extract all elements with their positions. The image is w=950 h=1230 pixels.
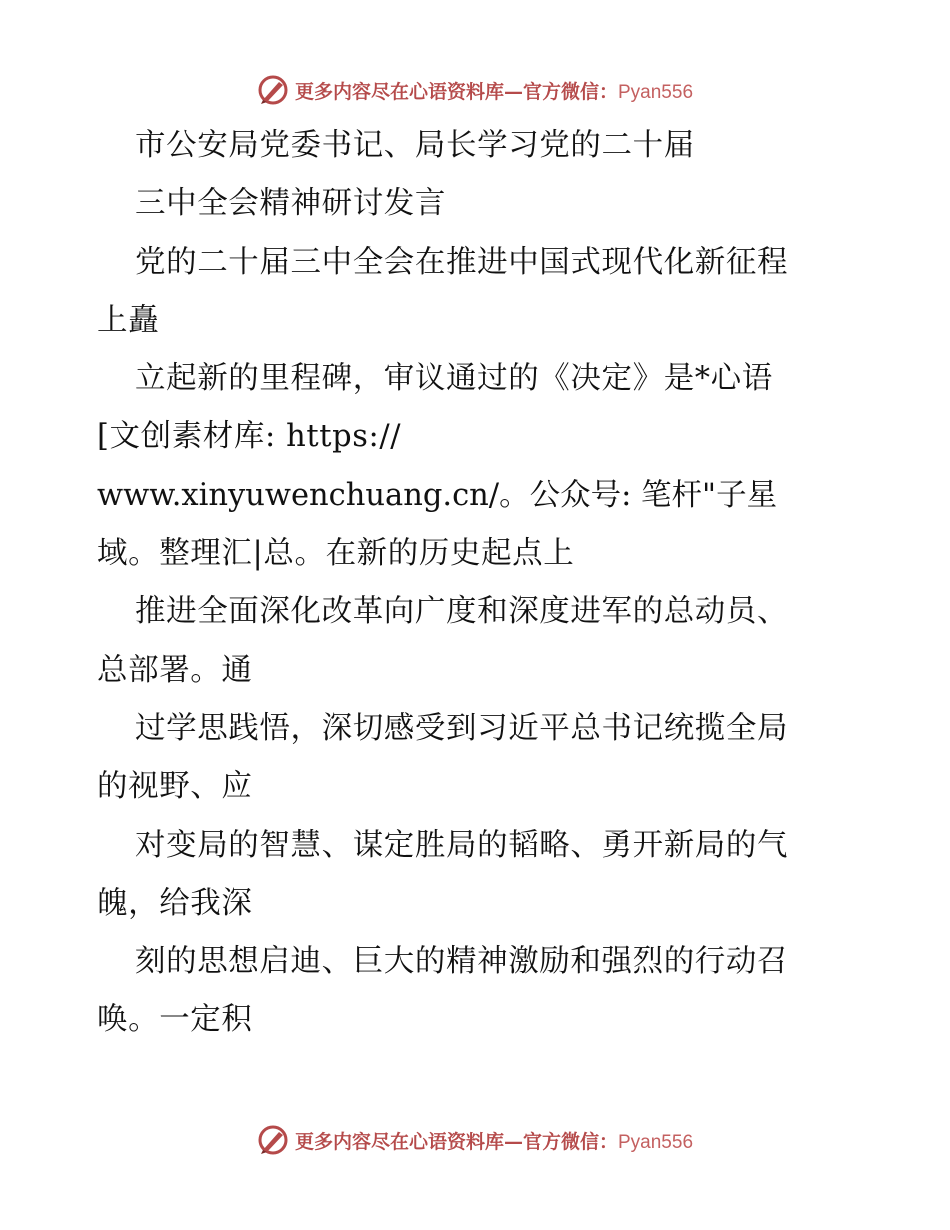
watermark-handle: Pyan556 [618, 81, 694, 103]
paragraph-line: [文创素材库: https:// [97, 419, 402, 455]
paragraph-line: www.xinyuwenchuang.cn/。公众号: 笔杆"子星 [97, 477, 778, 513]
watermark-label: 更多内容尽在心语资料库—官方微信： [294, 1130, 618, 1153]
paragraph-line: 魄，给我深 [97, 885, 253, 921]
watermark-label: 更多内容尽在心语资料库—官方微信： [294, 80, 618, 103]
pen-logo-icon [257, 1124, 289, 1156]
paragraph-line: 过学思践悟，深切感受到习近平总书记统揽全局 [135, 710, 789, 746]
footer-watermark [0, 1120, 950, 1160]
title-line-1: 市公安局党委书记、局长学习党的二十届 [135, 128, 695, 163]
paragraph-line: 总部署。通 [97, 652, 253, 688]
paragraph-line: 党的二十届三中全会在推进中国式现代化新征程 [135, 244, 789, 280]
header-watermark [0, 70, 950, 110]
paragraph-line: 对变局的智慧、谋定胜局的韬略、勇开新局的气 [135, 827, 789, 863]
paragraph-line: 的视野、应 [97, 769, 253, 805]
paragraph-line: 域。整理汇|总。在新的历史起点上 [97, 536, 575, 572]
paragraph-line: 上矗 [97, 302, 160, 338]
pen-logo-icon [257, 74, 289, 106]
watermark-text [295, 1127, 693, 1154]
paragraph-line: 刻的思想启迪、巨大的精神激励和强烈的行动召 [135, 944, 789, 980]
title-line-2: 三中全会精神研讨发言 [135, 186, 446, 222]
paragraph-line: 推进全面深化改革向广度和深度进军的总动员、 [135, 594, 789, 630]
watermark-handle: Pyan556 [618, 1131, 694, 1153]
paragraph-line: 唤。一定积 [97, 1002, 253, 1038]
watermark-text [295, 77, 693, 104]
paragraph-line: 立起新的里程碑，审议通过的《决定》是*心语 [135, 361, 773, 397]
document-body [97, 117, 857, 1050]
